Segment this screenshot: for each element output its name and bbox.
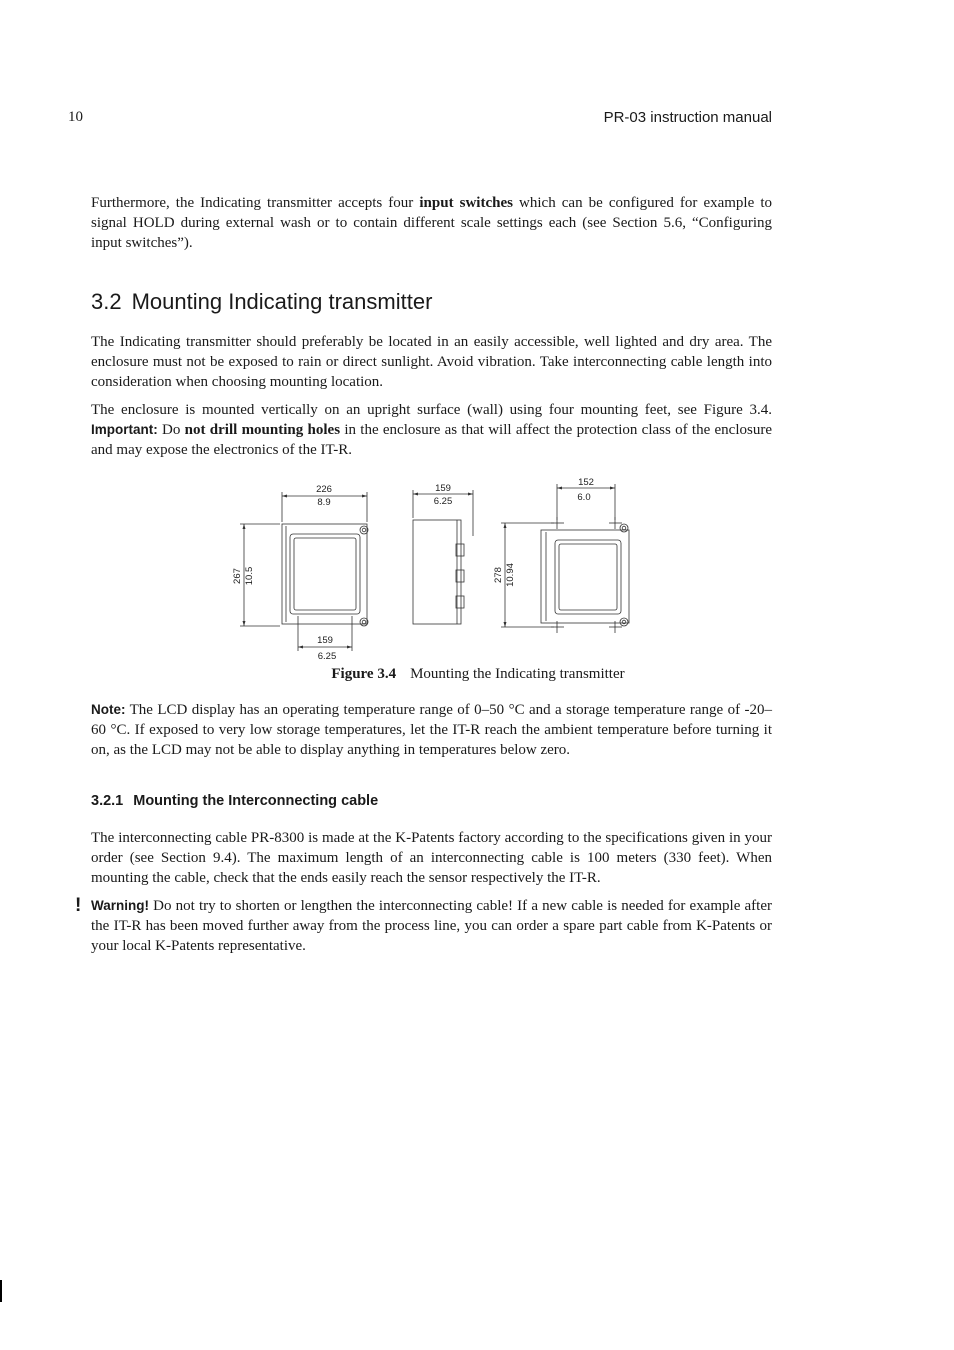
important-label: Important: [91, 422, 158, 438]
para2-bold: not drill mounting holes [184, 422, 341, 439]
note-paragraph [91, 700, 772, 761]
page-number: 10 [68, 109, 83, 125]
mounting-drawing [228, 476, 638, 664]
front-width-in: 8.9 [317, 497, 331, 508]
front-bottom-in: 6.25 [317, 651, 337, 662]
section-heading [91, 289, 432, 315]
side-view-body [413, 520, 461, 624]
intro-text-after: which can be configured for example to signal HOLD during external wash or to contain different scale settings each (see Section 5.6, “Configuring input switches”). [91, 195, 772, 252]
mount-width-in: 6.0 [577, 492, 591, 503]
note-label: Note: [91, 702, 126, 717]
mounting-location-paragraph: The Indicating transmitter should preferably be located in an easily accessible, well lighted and dry area. The enclosure must not be exposed to rain or direct sunlight. Avoid vibration. Take interconnecting cable length into consideration when choosing mounting location. [91, 334, 772, 391]
subsection-number: 3.2.1 [91, 793, 124, 809]
warning-label: Warning! [91, 898, 149, 913]
front-bottom-mm: 159 [317, 635, 333, 646]
mount-height-in: 10.94 [505, 563, 516, 587]
front-height-mm: 267 [232, 568, 243, 584]
intro-text-before: Furthermore, the Indicating transmitter accepts four [91, 195, 420, 211]
front-height-in: 10.5 [244, 566, 255, 586]
warning-paragraph [91, 896, 772, 957]
front-view-bezel [290, 534, 360, 614]
figure-caption [228, 666, 728, 683]
intro-bold: input switches [419, 195, 513, 211]
front-view-display [294, 538, 356, 610]
figure-label: Figure 3.4 [331, 666, 397, 682]
running-header: PR-03 instruction manual [603, 109, 772, 126]
side-depth-mm: 159 [435, 483, 451, 494]
front-width-mm: 226 [316, 484, 332, 495]
mount-height-mm: 278 [493, 567, 504, 583]
subsection-title: Mounting the Interconnecting cable [133, 793, 379, 809]
note-text: The LCD display has an operating temperature range of 0–50 °C and a storage temperature range of -20–60 °C. If exposed to very low storage temperatures, let the IT-R reach the ambient temperature before turning it on, as the LCD may not be able to display anything in temperatures below zero. [91, 702, 772, 759]
para2-text3: in the enclosure as that will affect the protection class of the enclosure and may expose the electronics of the IT-R. [91, 422, 772, 459]
warning-text: Do not try to shorten or lengthen the interconnecting cable! If a new cable is needed for example after the IT-R has been moved further away from the process line, you can order a spare part cable from K-Patents or your local K-Patents representative. [91, 898, 772, 955]
subsection-heading [91, 793, 378, 809]
para2-text1: The enclosure is mounted vertically on an upright surface (wall) using four mounting feet, see Figure 3.4. [91, 402, 772, 418]
section-number: 3.2 [91, 289, 122, 314]
margin-bar [0, 1280, 2, 1302]
figure-caption-text: Mounting the Indicating transmitter [410, 666, 625, 682]
section-title: Mounting Indicating transmitter [131, 289, 433, 314]
cable-paragraph: The interconnecting cable PR-8300 is made at the K-Patents factory according to the specifications given in your order (see Section 9.4). The maximum length of an interconnecting cable is 100 meters (330 feet). When mounting the cable, check that the ends easily reach the sensor respectively the IT-R. [91, 830, 772, 887]
mounting-feet-paragraph [91, 400, 772, 461]
front-view-body [282, 524, 367, 624]
mount-width-mm: 152 [578, 477, 594, 488]
intro-paragraph [91, 193, 772, 254]
side-depth-in: 6.25 [433, 496, 453, 507]
warning-icon: ! [75, 895, 82, 916]
para2-text2: Do [157, 422, 185, 439]
